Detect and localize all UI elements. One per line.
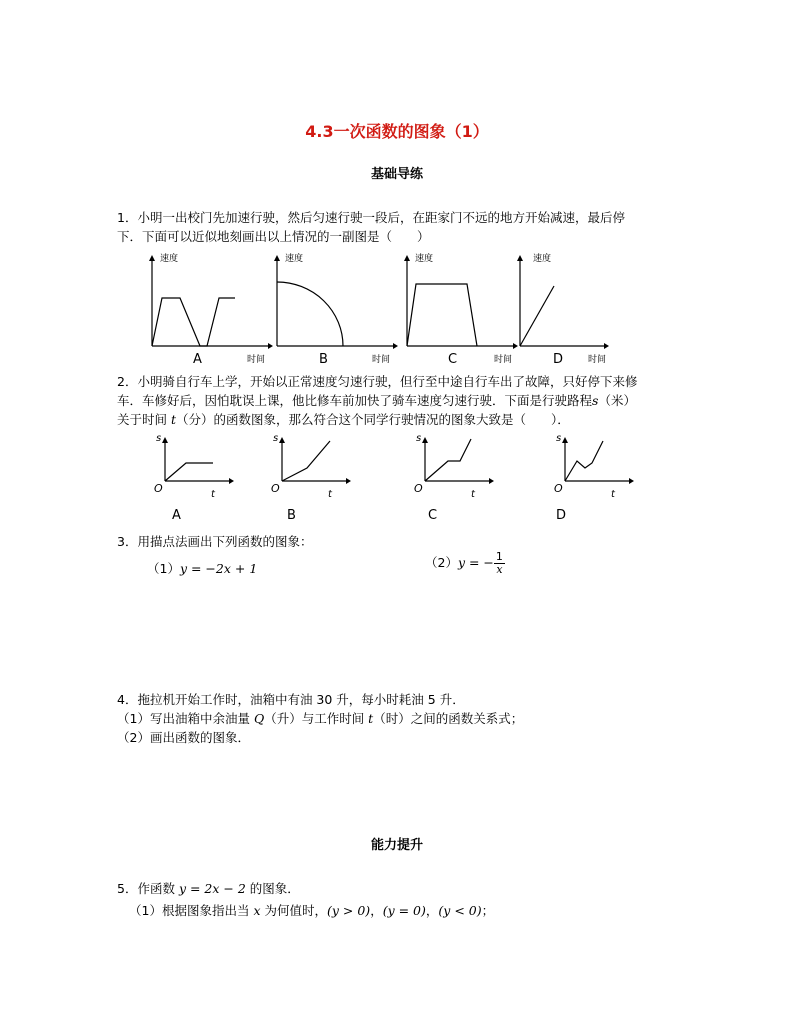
origin-label: O xyxy=(271,482,280,495)
option-label-d: D xyxy=(556,508,567,523)
time-axis-label: 时间 xyxy=(372,355,391,365)
q2-text-line2: 车．车修好后，因怕耽误上课，他比修车前加快了骑车速度匀速行驶．下面是行驶路程s（米） xyxy=(117,393,636,408)
option-label-c: C xyxy=(428,508,438,523)
s-axis-label: s xyxy=(156,433,162,444)
q2-text-line1: 2．小明骑自行车上学，开始以正常速度匀速行驶，但行至中途自行车出了故障，只好停下来修 xyxy=(117,374,638,389)
q3-expression-1: y = −2x + 1 xyxy=(179,561,258,576)
s-axis-label: s xyxy=(416,433,422,444)
speed-axis-label: 速度 xyxy=(533,254,552,264)
option-label-d: D xyxy=(553,352,564,365)
q1-graph-d xyxy=(508,250,628,365)
q3-sub2: （2）y = − $\frac{1}{x}$ xyxy=(425,550,503,576)
q1-text-line1: 1．小明一出校门先加速行驶，然后匀速行驶一段后，在距家门不远的地方开始减速，最后停 xyxy=(117,210,625,225)
time-axis-label: 时间 xyxy=(494,355,513,365)
time-axis-label: 时间 xyxy=(588,355,607,365)
q2-text-line3: 关于时间 t（分）的函数图象，那么符合这个同学行驶情况的图象大致是（ ）． xyxy=(117,412,570,427)
q1-text-line2: 下．下面可以近似地刻画出以上情况的一副图是（ ） xyxy=(117,229,430,244)
option-label-b: B xyxy=(287,508,296,523)
t-axis-label: t xyxy=(471,489,475,500)
q3-sub1: （1）y = −2x + 1 xyxy=(147,561,258,576)
option-label-c: C xyxy=(448,352,458,365)
origin-label: O xyxy=(414,482,423,495)
time-axis-label: 时间 xyxy=(247,355,266,365)
t-axis-label: t xyxy=(211,489,215,500)
option-label-b: B xyxy=(319,352,328,365)
q3-text-line1: 3．用描点法画出下列函数的图象： xyxy=(117,534,313,549)
origin-label: O xyxy=(554,482,563,495)
q5-expression: y = 2x − 2 xyxy=(178,881,246,896)
speed-axis-label: 速度 xyxy=(285,254,304,264)
section-heading-basic: 基础导练 xyxy=(370,167,423,182)
q4-text-line1: 4．拖拉机开始工作时，油箱中有油 30 升，每小时耗油 5 升． xyxy=(117,692,465,707)
origin-label: O xyxy=(154,482,163,495)
q2-graph-c xyxy=(405,428,505,528)
q5-text-line2: （1）根据图象指出当 x 为何值时，(y > 0)，(y = 0)，(y < 0)； xyxy=(129,903,495,918)
speed-axis-label: 速度 xyxy=(415,254,434,264)
q2-graph-b xyxy=(262,428,362,528)
page-title: 4.3一次函数的图象（1） xyxy=(305,122,489,141)
q5-text-line1: 5．作函数 y = 2x − 2 的图象． xyxy=(117,881,300,896)
s-axis-label: s xyxy=(273,433,279,444)
q2-graph-a xyxy=(145,428,245,528)
t-axis-label: t xyxy=(611,489,615,500)
option-label-a: A xyxy=(172,508,181,523)
section-heading-advanced: 能力提升 xyxy=(370,838,423,853)
q4-text-line3: （2）画出函数的图象． xyxy=(117,730,250,745)
speed-axis-label: 速度 xyxy=(160,254,179,264)
t-axis-label: t xyxy=(328,489,332,500)
q1-graph-a xyxy=(140,250,275,365)
q3-fraction: $\frac{1}{x}$ xyxy=(495,550,503,576)
q1-graph-b xyxy=(265,250,400,365)
s-axis-label: s xyxy=(556,433,562,444)
option-label-a: A xyxy=(193,352,202,365)
q2-graph-d xyxy=(545,428,645,528)
q4-text-line2: （1）写出油箱中余油量 Q（升）与工作时间 t（时）之间的函数关系式； xyxy=(117,711,524,726)
